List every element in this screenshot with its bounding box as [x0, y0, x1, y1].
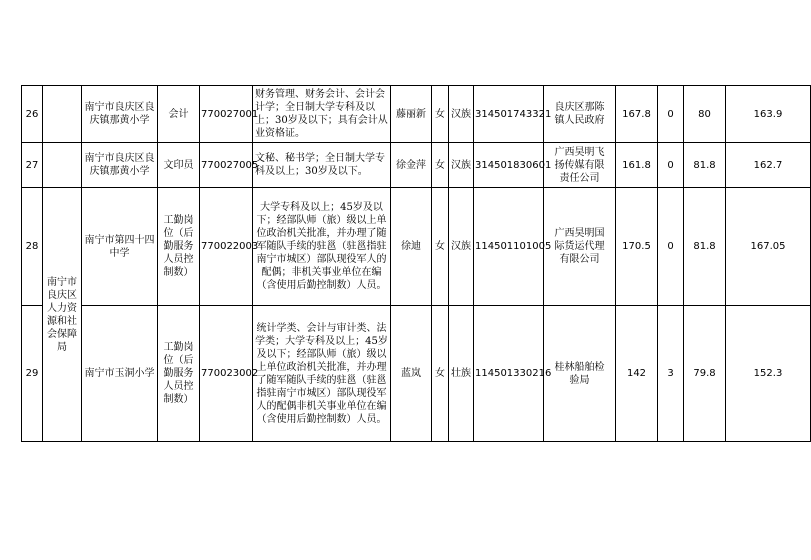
position-name: 会计 [158, 86, 200, 143]
total-score: 162.7 [726, 143, 811, 188]
unit-name: 南宁市良庆区良庆镇那黄小学 [82, 143, 158, 188]
candidate-ethnicity: 汉族 [449, 188, 474, 306]
candidate-name: 徐迪 [391, 188, 432, 306]
position-name: 工勤岗位（后勤服务人员控制数） [158, 188, 200, 306]
total-score: 163.9 [726, 86, 811, 143]
interview-score: 81.8 [684, 188, 726, 306]
unit-name: 南宁市玉洞小学 [82, 306, 158, 442]
workplace: 桂林船舶检验局 [544, 306, 616, 442]
candidate-name: 藤丽新 [391, 86, 432, 143]
workplace: 广西昊明国际货运代理有限公司 [544, 188, 616, 306]
table-row [22, 306, 811, 442]
written-score: 167.8 [616, 86, 658, 143]
exam-number: 314501743321 [474, 86, 544, 143]
row-index: 26 [22, 86, 43, 143]
candidate-gender: 女 [432, 188, 449, 306]
candidate-gender: 女 [432, 143, 449, 188]
written-score: 170.5 [616, 188, 658, 306]
department-name: 南宁市良庆区人力资源和社会保障局 [43, 188, 82, 442]
requirement-text: 财务管理、财务会计、会计会计学；全日制大学专科及以上；30岁及以下；具有会计从业资格证。 [253, 86, 391, 143]
exam-number: 314501830601 [474, 143, 544, 188]
requirement-text: 统计学类、会计与审计类、法学类；大学专科及以上；45岁及以下；经部队师（旅）级以上单位政治机关批准，并办理了随军随队手续的驻邕（驻邕指驻南宁市城区）部队现役军人的配偶非机关事业单位在编（含使用后勤控制数）人员。 [253, 306, 391, 442]
row-index: 28 [22, 188, 43, 306]
candidate-ethnicity: 汉族 [449, 86, 474, 143]
written-score: 161.8 [616, 143, 658, 188]
candidate-name: 徐金萍 [391, 143, 432, 188]
position-name: 文印员 [158, 143, 200, 188]
bonus-score: 0 [658, 143, 684, 188]
bonus-score: 3 [658, 306, 684, 442]
results-table [21, 85, 811, 442]
exam-number: 114501330216 [474, 306, 544, 442]
candidate-gender: 女 [432, 86, 449, 143]
position-code: 770027001 [200, 86, 253, 143]
department-cell-blank [43, 86, 82, 143]
candidate-ethnicity: 汉族 [449, 143, 474, 188]
workplace: 良庆区那陈镇人民政府 [544, 86, 616, 143]
requirement-text: 大学专科及以上；45岁及以下；经部队师（旅）级以上单位政治机关批准，并办理了随军随队手续的驻邕（驻邕指驻南宁市城区）部队现役军人的配偶；非机关事业单位在编（含使用后勤控制数）人员。 [253, 188, 391, 306]
candidate-name: 蓝岚 [391, 306, 432, 442]
total-score: 167.05 [726, 188, 811, 306]
row-index: 29 [22, 306, 43, 442]
interview-score: 80 [684, 86, 726, 143]
unit-name: 南宁市第四十四中学 [82, 188, 158, 306]
table-row [22, 86, 811, 143]
position-code: 770022003 [200, 188, 253, 306]
position-code: 770023002 [200, 306, 253, 442]
unit-name: 南宁市良庆区良庆镇那黄小学 [82, 86, 158, 143]
position-code: 770027005 [200, 143, 253, 188]
written-score: 142 [616, 306, 658, 442]
requirement-text: 文秘、秘书学；全日制大学专科及以上；30岁及以下。 [253, 143, 391, 188]
bonus-score: 0 [658, 188, 684, 306]
row-index: 27 [22, 143, 43, 188]
table-row [22, 143, 811, 188]
table-row [22, 188, 811, 306]
workplace: 广西昊明飞扬传媒有限责任公司 [544, 143, 616, 188]
bonus-score: 0 [658, 86, 684, 143]
interview-score: 79.8 [684, 306, 726, 442]
department-cell-blank [43, 143, 82, 188]
position-name: 工勤岗位（后勤服务人员控制数） [158, 306, 200, 442]
interview-score: 81.8 [684, 143, 726, 188]
candidate-ethnicity: 壮族 [449, 306, 474, 442]
total-score: 152.3 [726, 306, 811, 442]
candidate-gender: 女 [432, 306, 449, 442]
exam-number: 114501101005 [474, 188, 544, 306]
